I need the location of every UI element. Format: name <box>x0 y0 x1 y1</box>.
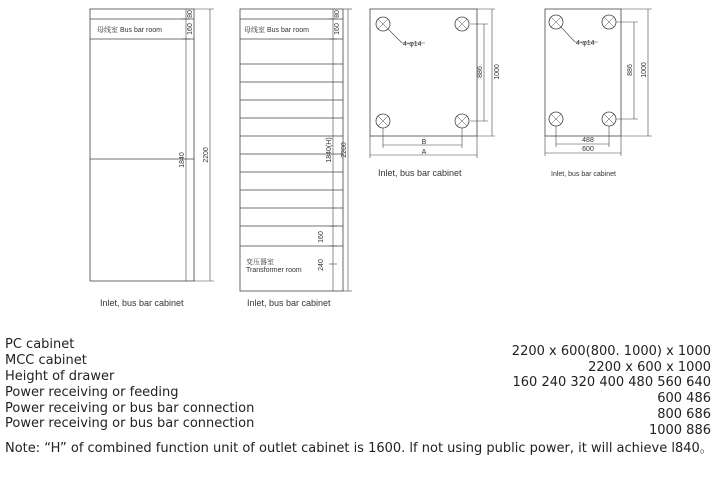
cabinet-1-room-label: 母线室 Bus bar room <box>97 27 162 34</box>
cabinet-2-room-label: 母线室 Bus bar room <box>244 27 309 34</box>
mounting-holes-1 <box>376 17 469 128</box>
spec-label: Height of drawer <box>5 369 115 384</box>
cabinet-1-outline <box>90 9 194 281</box>
cabinet-1-caption: Inlet, bus bar cabinet <box>100 298 184 308</box>
spec-value: 160 240 320 400 480 560 640 <box>512 375 711 390</box>
spec-row <box>0 369 721 390</box>
plan-2-outline <box>545 9 621 136</box>
spec-row <box>0 385 721 406</box>
cabinet-1-dim-top: 80 <box>187 10 194 18</box>
cabinet-2-dim-240: 240 <box>318 259 325 271</box>
plan-2-dim-488: 488 <box>582 137 594 144</box>
cabinet-1-dim-body: 1840 <box>179 152 186 168</box>
spec-value: 1000 886 <box>648 423 711 438</box>
transformer-room-cn: 变压器室 <box>246 259 274 266</box>
spec-label: PC cabinet <box>5 337 75 352</box>
plan-2-dim-1000: 1000 <box>641 62 648 78</box>
cabinet-2-dim-top: 80 <box>334 10 341 18</box>
spec-row <box>0 337 721 359</box>
cabinet-1-dim-total: 2200 <box>203 147 210 163</box>
plan-1-dim-1000: 1000 <box>494 64 501 80</box>
plan-1-holes-label: 4-φ14 <box>403 41 422 48</box>
cabinet-1-dim-room: 160 <box>187 23 194 35</box>
spec-label: Power receiving or feeding <box>5 385 179 400</box>
spec-label: Power receiving or bus bar connection <box>5 416 255 431</box>
spec-value: 600 486 <box>657 391 711 406</box>
spec-label: Power receiving or bus bar connection <box>5 401 255 416</box>
cabinet-2-dim-body: 1840(H) <box>326 137 333 163</box>
spec-value: 2200 x 600 x 1000 <box>588 360 711 375</box>
cabinet-2-dim-total: 2200 <box>341 142 348 158</box>
footnote: Note: “H” of combined function unit of outlet cabinet is 1600. lf not using public power, it will achieve l840。 <box>5 441 713 456</box>
spec-value: 2200 x 600(800. 1000) x 1000 <box>511 344 711 359</box>
cabinet-2-dim-room: 160 <box>334 23 341 35</box>
plan-1-dim-b: B <box>421 139 427 146</box>
mounting-holes-2 <box>549 15 616 126</box>
plan-2-dim-600: 600 <box>582 146 594 153</box>
transformer-room-en: Transformer room <box>246 267 302 274</box>
plan-1-caption: Inlet, bus bar cabinet <box>378 168 462 178</box>
spec-label: MCC cabinet <box>5 353 87 368</box>
spec-value: 800 686 <box>657 407 711 422</box>
plan-1-dim-886: 886 <box>477 66 484 78</box>
cabinet-2-caption: Inlet, bus bar cabinet <box>247 298 331 308</box>
plan-1-dim-a: A <box>421 149 427 156</box>
plan-2-caption: Inlet, bus bar cabinet <box>551 171 616 178</box>
spec-row <box>0 353 721 375</box>
spec-row <box>0 416 721 438</box>
cabinet-2-dim-160: 160 <box>318 231 325 243</box>
plan-2-dim-886: 886 <box>627 64 634 76</box>
plan-2-holes-label: 4-φ14 <box>576 40 595 47</box>
plan-1-outline <box>370 9 477 136</box>
